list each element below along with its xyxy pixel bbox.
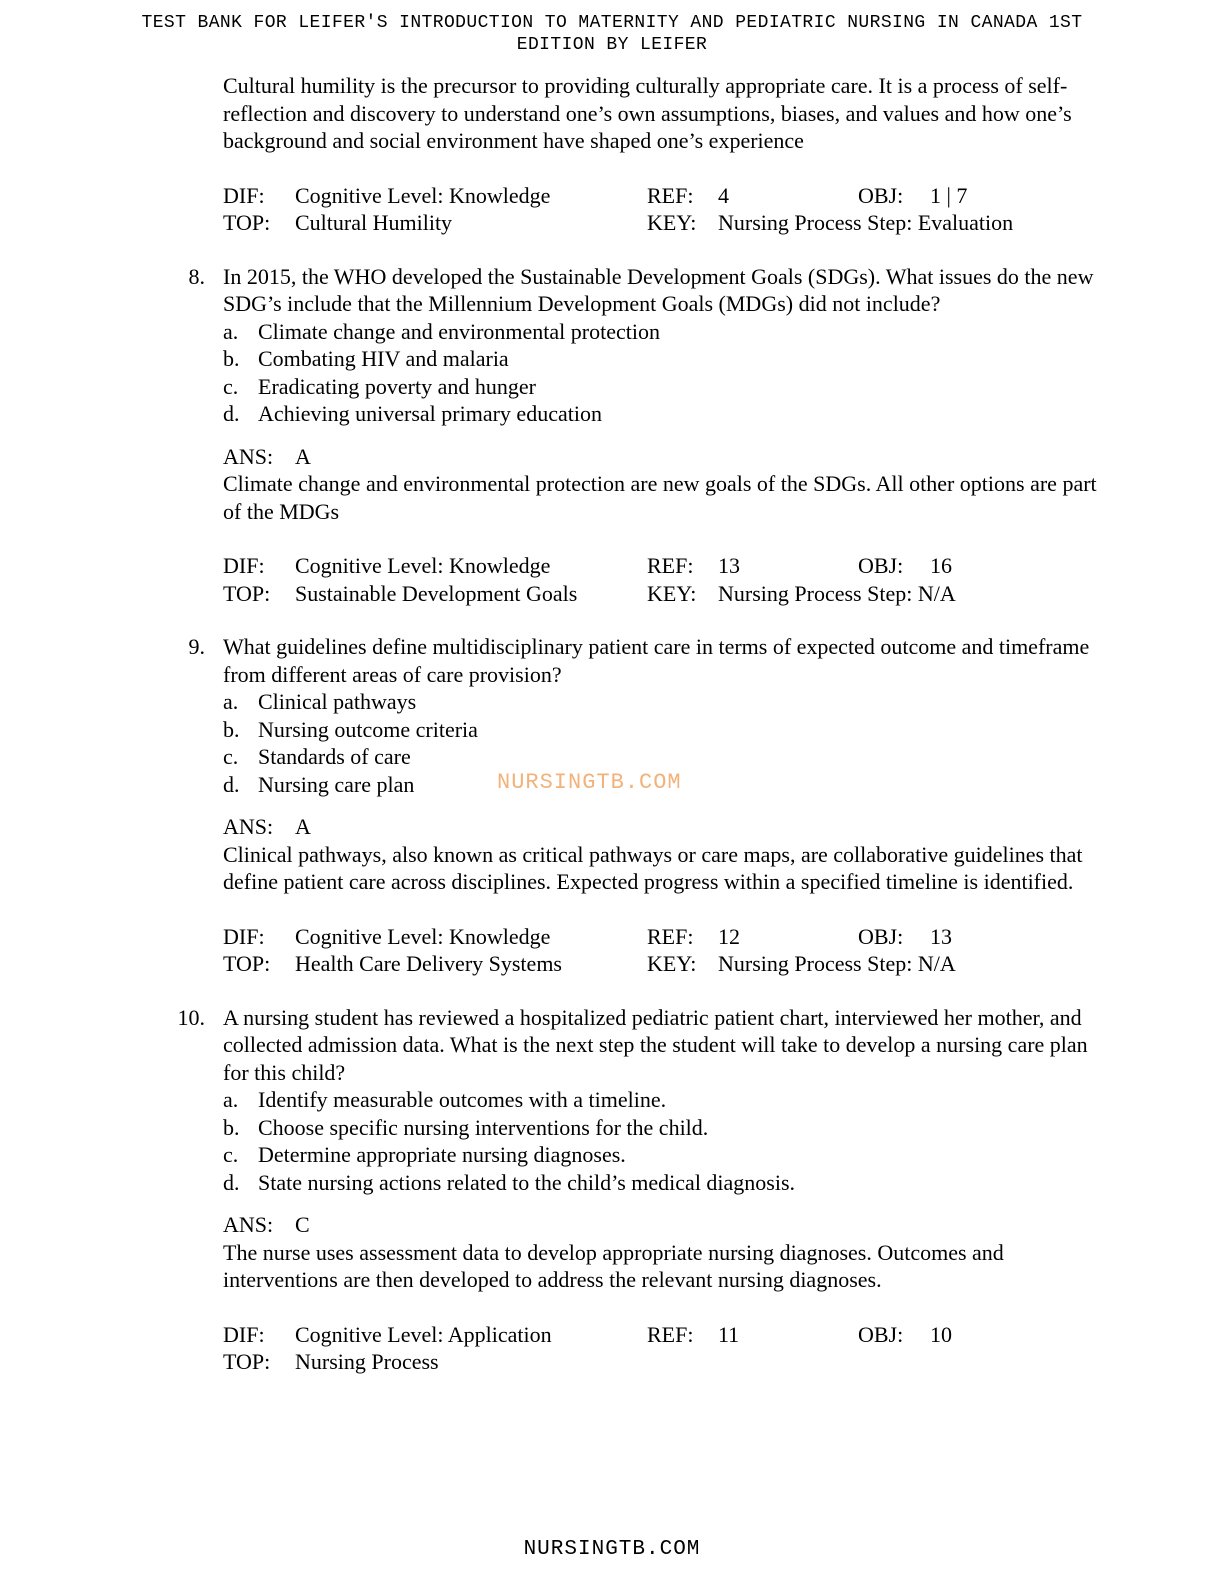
question-number: 10. (177, 1004, 205, 1030)
top-value: Health Care Delivery Systems (295, 951, 562, 976)
option-letter: b. (223, 716, 240, 742)
answer-block (223, 813, 1103, 896)
option-b (223, 716, 1103, 744)
option-text: Achieving universal primary education (258, 401, 602, 426)
key-value: Nursing Process Step: N/A (718, 580, 956, 606)
question-9 (188, 633, 1103, 978)
option-letter: c. (223, 744, 239, 769)
answer-rationale: Climate change and environmental protection are new goals of the SDGs. All other options are part of the MDGs (223, 471, 1097, 524)
option-c (223, 373, 1103, 401)
dif-value: Cognitive Level: Knowledge (295, 553, 551, 578)
option-c (223, 1141, 1103, 1169)
option-letter: c. (223, 1142, 239, 1167)
obj-value: 13 (930, 923, 952, 949)
question-number: 9. (188, 634, 205, 659)
key-value: Nursing Process Step: Evaluation (718, 210, 1014, 235)
option-text: Choose specific nursing interventions for the child. (258, 1114, 709, 1140)
intro-meta (223, 182, 1103, 237)
obj-label: OBJ: (858, 182, 904, 208)
question-number: 8. (188, 263, 205, 289)
question-8 (188, 263, 1103, 608)
answer-row (223, 813, 1103, 841)
top-label: TOP: (223, 580, 271, 606)
ref-label: REF: (647, 553, 694, 578)
answer-row (223, 443, 1103, 471)
key-label: KEY: (647, 210, 697, 235)
option-letter: a. (223, 1087, 239, 1112)
option-text: Identify measurable outcomes with a timeline. (258, 1087, 667, 1112)
answer-block (223, 443, 1103, 526)
watermark: NURSINGTB.COM (497, 770, 682, 795)
answer-value: A (295, 814, 311, 839)
option-text: Combating HIV and malaria (258, 346, 509, 371)
question-stem: In 2015, the WHO developed the Sustainable Development Goals (SDGs). What issues do the new SDG’s include that the Millennium Development Goals (MDGs) did not include? (223, 263, 1094, 316)
page-content (177, 72, 1103, 1376)
dif-value: Cognitive Level: Application (295, 1321, 552, 1347)
answer-label: ANS: (223, 1212, 274, 1237)
option-text: Nursing outcome criteria (258, 716, 478, 742)
top-value: Sustainable Development Goals (295, 580, 578, 606)
option-d (223, 400, 1103, 428)
ref-label: REF: (647, 923, 694, 949)
key-label: KEY: (647, 580, 697, 606)
dif-label: DIF: (223, 182, 265, 208)
option-list (223, 318, 1103, 428)
option-a (223, 1086, 1103, 1114)
intro-rationale: Cultural humility is the precursor to providing culturally appropriate care. It is a process of self-reflection and discovery to understand one’s own assumptions, biases, and values and how one’s background and social environment have shaped one’s experience (223, 73, 1072, 153)
ref-value: 4 (718, 182, 729, 208)
option-d (223, 1169, 1103, 1197)
option-letter: c. (223, 373, 239, 399)
page-footer: NURSINGTB.COM (523, 1538, 701, 1561)
dif-label: DIF: (223, 1321, 265, 1347)
header-line-2: EDITION BY LEIFER (516, 35, 708, 55)
option-b (223, 345, 1103, 373)
page-header (0, 12, 1224, 56)
answer-rationale: The nurse uses assessment data to develop appropriate nursing diagnoses. Outcomes and interventions are then developed to address the relevant nursing diagnoses. (223, 1239, 1004, 1292)
option-a (223, 318, 1103, 346)
answer-rationale: Clinical pathways, also known as critical pathways or care maps, are collaborative guidelines that define patient care across disciplines. Expected progress within a specified timeline is identified. (223, 841, 1083, 894)
answer-label: ANS: (223, 814, 274, 839)
answer-value: C (295, 1212, 310, 1237)
ref-value: 11 (718, 1321, 740, 1347)
option-text: Determine appropriate nursing diagnoses. (258, 1142, 626, 1167)
option-letter: b. (223, 346, 240, 371)
answer-label: ANS: (223, 443, 274, 469)
option-letter: b. (223, 1114, 240, 1140)
ref-value: 12 (718, 923, 740, 949)
option-text: Eradicating poverty and hunger (258, 373, 536, 399)
top-label: TOP: (223, 210, 271, 235)
option-letter: a. (223, 689, 239, 714)
option-text: State nursing actions related to the child’s medical diagnosis. (258, 1169, 796, 1195)
answer-value: A (295, 443, 311, 469)
option-text: Climate change and environmental protection (258, 318, 660, 344)
question-meta (223, 923, 1103, 978)
question-meta (223, 1321, 1103, 1376)
ref-label: REF: (647, 182, 694, 208)
key-label: KEY: (647, 951, 697, 976)
question-stem: A nursing student has reviewed a hospitalized pediatric patient chart, interviewed her mother, and collected admission data. What is the next step the student will take to develop a nursing care plan for this child? (223, 1004, 1088, 1085)
key-value: Nursing Process Step: N/A (718, 951, 956, 976)
option-letter: d. (223, 401, 240, 426)
dif-value: Cognitive Level: Knowledge (295, 182, 551, 208)
option-letter: d. (223, 771, 240, 797)
answer-row (223, 1211, 1103, 1239)
obj-label: OBJ: (858, 923, 904, 949)
option-list (223, 1086, 1103, 1196)
answer-block (223, 1211, 1103, 1294)
top-label: TOP: (223, 1349, 271, 1374)
dif-label: DIF: (223, 553, 265, 578)
top-label: TOP: (223, 951, 271, 976)
header-line-1: TEST BANK FOR LEIFER'S INTRODUCTION TO MATERNITY AND PEDIATRIC NURSING IN CANADA 1ST (141, 13, 1083, 33)
obj-label: OBJ: (858, 1321, 904, 1347)
option-letter: d. (223, 1169, 240, 1195)
dif-value: Cognitive Level: Knowledge (295, 923, 551, 949)
top-value: Nursing Process (295, 1349, 439, 1374)
option-text: Clinical pathways (258, 689, 417, 714)
option-c (223, 743, 1103, 771)
obj-value: 16 (930, 553, 952, 578)
obj-value: 1 | 7 (930, 182, 968, 208)
ref-label: REF: (647, 1321, 694, 1347)
option-text: Nursing care plan (258, 771, 415, 797)
option-a (223, 688, 1103, 716)
obj-label: OBJ: (858, 553, 904, 578)
option-text: Standards of care (258, 744, 411, 769)
option-letter: a. (223, 318, 239, 344)
question-stem: What guidelines define multidisciplinary patient care in terms of expected outcome and timeframe from different areas of care provision? (223, 634, 1090, 687)
option-b (223, 1114, 1103, 1142)
top-value: Cultural Humility (295, 210, 453, 235)
dif-label: DIF: (223, 923, 265, 949)
ref-value: 13 (718, 553, 740, 578)
obj-value: 10 (930, 1321, 952, 1347)
question-10 (177, 1004, 1103, 1376)
question-meta (223, 552, 1103, 607)
